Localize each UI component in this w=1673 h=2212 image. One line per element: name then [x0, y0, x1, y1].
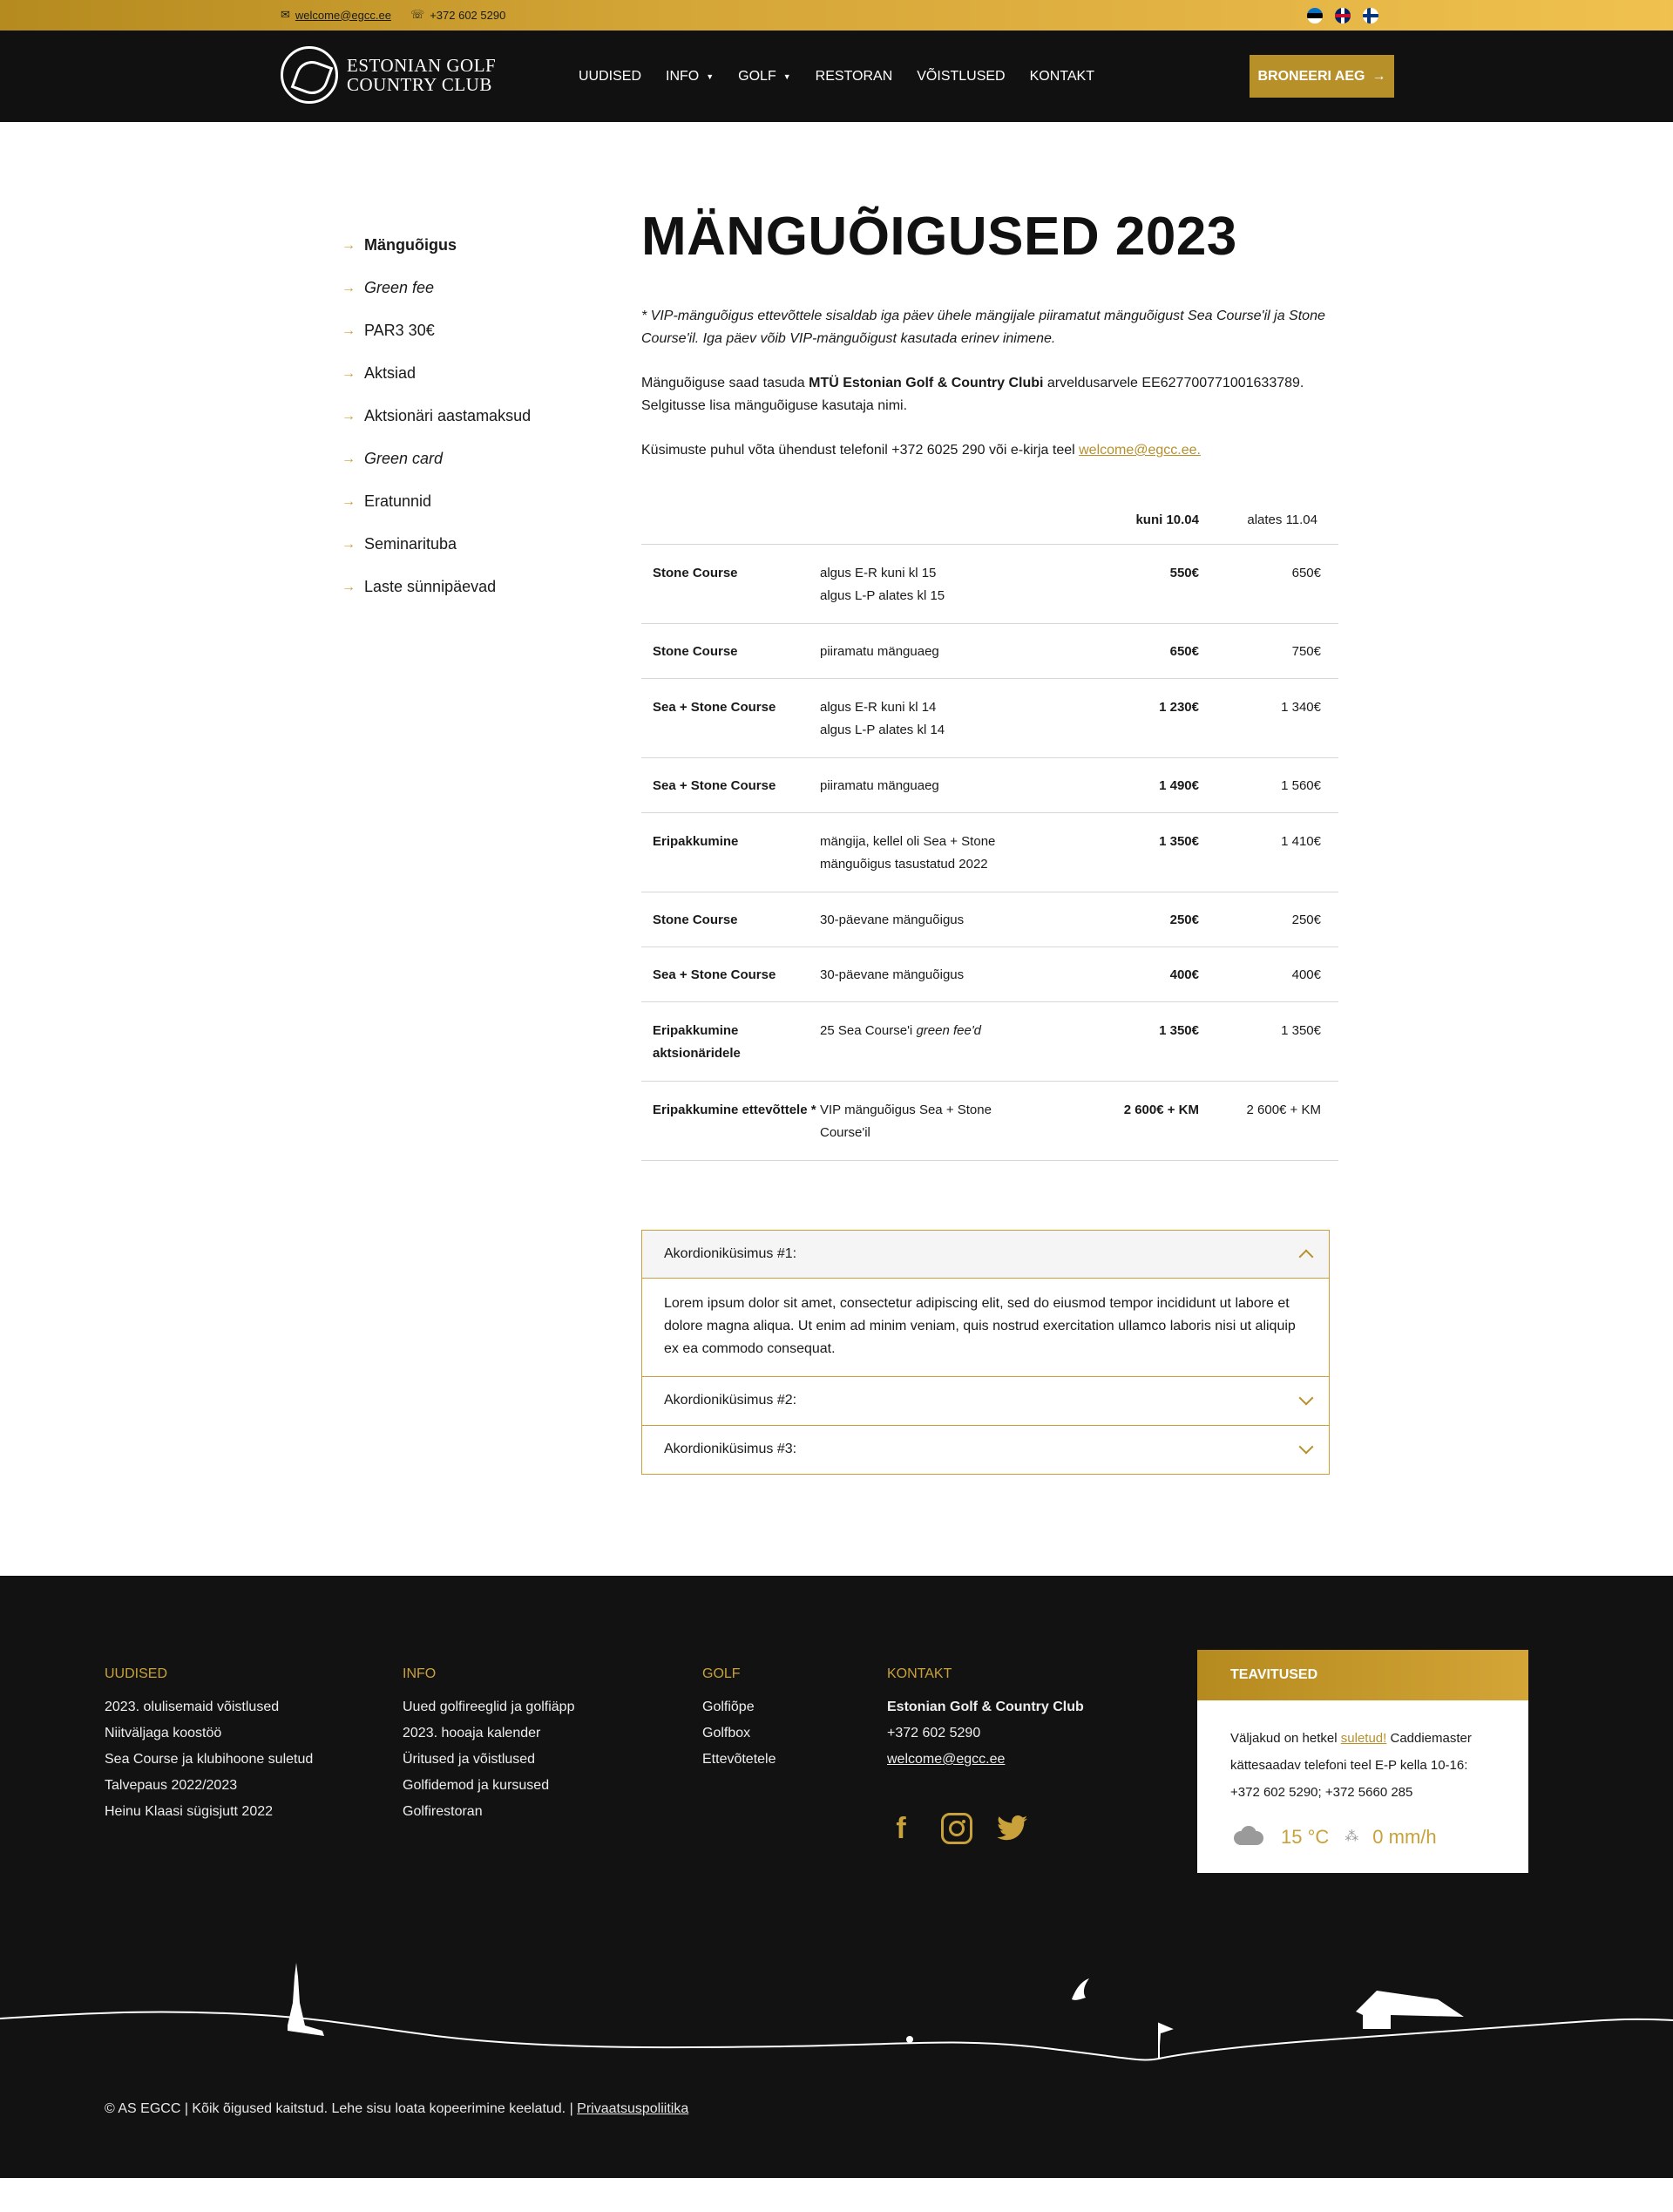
top-phone[interactable]: ☏ +372 602 5290 [410, 8, 506, 22]
footer-link[interactable]: Golfidemod ja kursused [403, 1778, 550, 1793]
arrow-right-icon: → [342, 237, 356, 253]
gb-flag-icon[interactable] [1335, 8, 1351, 24]
column-header-until: kuni 10.04 [1135, 512, 1199, 528]
footer-link[interactable]: Niitväljaga koostöö [105, 1726, 222, 1740]
table-row: Sea + Stone Course algus E-R kuni kl 14 algus L-P alates kl 14 1 230€ 1 340€ [641, 678, 1338, 757]
arrow-right-icon: → [342, 493, 356, 509]
side-item-laste-sunnipaevad[interactable]: → Laste sünnipäevad [342, 578, 497, 595]
notice-heading: TEAVITUSED [1197, 1650, 1528, 1700]
table-row: Stone Course 30-päevane mänguõigus 250€ 250€ [641, 892, 1338, 947]
accordion-item [641, 1230, 1330, 1377]
side-item-green-fee[interactable]: → Green fee [342, 279, 435, 296]
footer-link[interactable]: Sea Course ja klubihoone suletud [105, 1752, 314, 1767]
site-header [0, 31, 1673, 122]
faq-accordion [641, 1230, 1330, 1475]
side-item-green-card[interactable]: → Green card [342, 450, 444, 467]
footer-col-kontakt: KONTAKT Estonian Golf & Country Club +372 602 5290 welcome@egcc.ee [887, 1666, 1084, 1773]
copyright: © AS EGCC | Kõik õigused kaitstud. Lehe sisu loata kopeerimine keelatud. | Privaatsuspoliitika [105, 2101, 689, 2116]
side-item-par3[interactable]: → PAR3 30€ [342, 322, 435, 339]
table-row: Eripakkumine ettevõttele * VIP mänguõigus Sea + Stone Course'il 2 600€ + KM 2 600€ + KM [641, 1081, 1338, 1160]
side-item-manguoigus[interactable]: → Mänguõigus [342, 236, 457, 254]
footer-email[interactable]: welcome@egcc.ee [887, 1752, 1006, 1767]
caret-down-icon: ▼ [782, 71, 791, 81]
table-row: Stone Course algus E-R kuni kl 15 algus L-P alates kl 15 550€ 650€ [641, 544, 1338, 623]
site-logo[interactable] [281, 46, 496, 104]
nav-info[interactable]: INFO ▼ [666, 68, 715, 84]
twitter-icon[interactable] [997, 1813, 1028, 1844]
arrow-right-icon: → [342, 579, 356, 594]
nav-voistlused[interactable]: VÕISTLUSED [917, 68, 1006, 84]
arrow-right-icon: → [342, 408, 356, 424]
fi-flag-icon[interactable] [1363, 8, 1378, 24]
contact-email-link[interactable]: welcome@egcc.ee. [1079, 443, 1201, 458]
accordion-header[interactable]: Akordioniküsimus #1: [642, 1231, 1329, 1279]
footer-link[interactable]: Uued golfireeglid ja golfiäpp [403, 1700, 575, 1714]
footer-phone[interactable]: +372 602 5290 [887, 1726, 981, 1740]
table-row: Eripakkumine aktsionäridele 25 Sea Course'i green fee'd 1 350€ 1 350€ [641, 1001, 1338, 1081]
accordion-body: Lorem ipsum dolor sit amet, consectetur adipiscing elit, sed do eiusmod tempor incididunt ut labore et dolore magna aliqua. Ut enim ad minim veniam, quis nostrud exercitation ullamco laboris nisi ut aliquip ex ea commodo consequat. [664, 1295, 1296, 1356]
mail-icon: ✉ [281, 8, 290, 21]
rain-drops-icon: ⁂ [1344, 1829, 1358, 1844]
footer-col-golf: GOLF Golfiõpe Golfbox Ettevõtetele [702, 1666, 776, 1773]
chevron-down-icon [1299, 1391, 1314, 1406]
side-item-aastamaksud[interactable]: → Aktsionäri aastamaksud [342, 407, 532, 424]
club-name: Estonian Golf & Country Club [887, 1700, 1084, 1714]
intro-text [641, 305, 1338, 462]
rain-cloud-icon [1230, 1826, 1265, 1849]
price-table [641, 502, 1338, 1161]
logo-text: ESTONIAN GOLF COUNTRY CLUB [347, 55, 497, 95]
footer-link[interactable]: Ettevõtetele [702, 1752, 776, 1767]
footer-col-uudised: UUDISED 2023. olulisemaid võistlused Niitväljaga koostöö Sea Course ja klubihoone suletud Talvepaus 2022/2023 Heinu Klaasi sügisjutt 2022 [105, 1666, 313, 1825]
site-footer [0, 1576, 1673, 2178]
content-area [641, 200, 1338, 1475]
weather-widget [1230, 1823, 1495, 1850]
side-item-aktsiad[interactable]: → Aktsiad [342, 364, 417, 382]
table-row: Eripakkumine mängija, kellel oli Sea + Stone mänguõigus tasustatud 2022 1 350€ 1 410€ [641, 812, 1338, 892]
nav-kontakt[interactable]: KONTAKT [1029, 68, 1094, 84]
chevron-down-icon [1299, 1440, 1314, 1455]
arrow-right-icon: → [342, 322, 356, 338]
book-tee-time-button[interactable]: BRONEERI AEG → [1250, 55, 1394, 98]
top-bar [0, 0, 1673, 31]
instagram-icon[interactable] [941, 1813, 972, 1844]
top-contact [281, 8, 505, 22]
arrow-right-icon: → [342, 451, 356, 466]
social-links [885, 1813, 1028, 1844]
ee-flag-icon[interactable] [1307, 8, 1323, 24]
footer-col-info: INFO Uued golfireeglid ja golfiäpp 2023. hooaja kalender Üritused ja võistlused Golfidemod ja kursused Golfirestoran [403, 1666, 574, 1825]
main-nav [579, 31, 1119, 122]
side-item-seminarituba[interactable]: → Seminarituba [342, 535, 457, 553]
side-menu [342, 224, 531, 608]
precipitation: 0 mm/h [1372, 1826, 1437, 1848]
payment-info: Mänguõiguse saad tasuda MTÜ Estonian Golf & Country Clubi arveldusarvele EE627700771001633789. Selgitusse lisa mänguõiguse kasutaja nimi. [641, 376, 1304, 413]
page-title: MÄNGUÕIGUSED 2023 [641, 207, 1237, 267]
nav-restoran[interactable]: RESTORAN [815, 68, 893, 84]
footer-link[interactable]: 2023. olulisemaid võistlused [105, 1700, 280, 1714]
top-email[interactable]: ✉ welcome@egcc.ee [281, 8, 391, 22]
chevron-up-icon [1299, 1249, 1314, 1264]
privacy-policy-link[interactable]: Privaatsuspoliitika [577, 2101, 689, 2116]
notice-body [1197, 1700, 1528, 1873]
column-header-from: alates 11.04 [1247, 512, 1317, 528]
contact-info: Küsimuste puhul võta ühendust telefonil +372 6025 290 või e-kirja teel welcome@egcc.ee. [641, 443, 1201, 458]
nav-golf[interactable]: GOLF ▼ [738, 68, 791, 84]
arrow-right-icon: → [342, 280, 356, 295]
footer-link[interactable]: Talvepaus 2022/2023 [105, 1778, 238, 1793]
footer-link[interactable]: Golfirestoran [403, 1804, 483, 1819]
table-row: Stone Course piiramatu mänguaeg 650€ 750€ [641, 623, 1338, 678]
accordion-item [641, 1425, 1330, 1475]
table-header-row [641, 502, 1338, 544]
landscape-illustration [0, 1951, 1673, 2090]
arrow-right-icon: → [1372, 68, 1386, 84]
closed-status-link[interactable]: suletud! [1340, 1731, 1387, 1746]
footer-link[interactable]: Golfiõpe [702, 1700, 755, 1714]
footer-link[interactable]: 2023. hooaja kalender [403, 1726, 541, 1740]
caret-down-icon: ▼ [706, 71, 715, 81]
notice-box [1197, 1650, 1528, 1873]
accordion-header[interactable]: Akordioniküsimus #2: [642, 1377, 1329, 1425]
main-content [0, 122, 1673, 1576]
nav-uudised[interactable]: UUDISED [579, 68, 642, 84]
arrow-right-icon: → [342, 536, 356, 552]
language-switcher [1307, 8, 1378, 24]
table-row: Sea + Stone Course piiramatu mänguaeg 1 490€ 1 560€ [641, 757, 1338, 812]
footer-link[interactable]: Heinu Klaasi sügisjutt 2022 [105, 1804, 274, 1819]
footer-link[interactable]: Golfbox [702, 1726, 751, 1740]
temperature: 15 °C [1281, 1826, 1330, 1848]
accordion-item [641, 1376, 1330, 1426]
facebook-icon[interactable]: f [896, 1811, 906, 1845]
arrow-right-icon: → [342, 365, 356, 381]
phone-icon: ☏ [410, 8, 425, 21]
notice-text: Väljakud on hetkel suletud! Caddiemaster kättesaadav telefoni teel E-P kella 10-16: +372 602 5290; +372 5660 285 [1230, 1731, 1472, 1800]
vip-note: * VIP-mänguõigus ettevõttele sisaldab iga päev ühele mängijale piiramatut mänguõigust Sea Course'il ja Stone Course'il. Iga päev võib VIP-mänguõigust kasutada erinev inimene. [641, 309, 1325, 346]
footer-link[interactable]: Üritused ja võistlused [403, 1752, 536, 1767]
side-item-eratunnid[interactable]: → Eratunnid [342, 492, 432, 510]
logo-emblem-icon [281, 46, 338, 104]
table-row: Sea + Stone Course 30-päevane mänguõigus 400€ 400€ [641, 947, 1338, 1001]
accordion-header[interactable]: Akordioniküsimus #3: [642, 1426, 1329, 1474]
